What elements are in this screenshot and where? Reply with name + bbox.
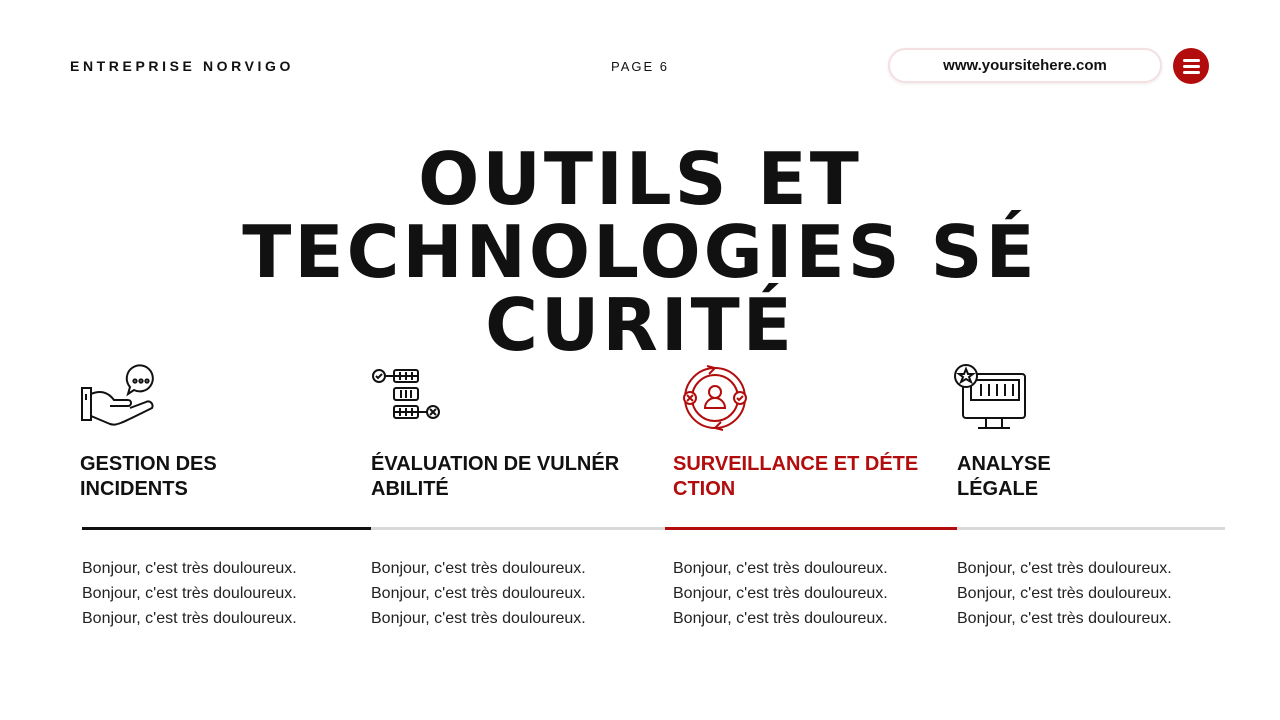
hamburger-icon[interactable] bbox=[1173, 48, 1209, 84]
column-title: GESTION DES INCIDENTS bbox=[80, 453, 217, 500]
user-cycle-icon bbox=[677, 360, 753, 436]
monitor-star-icon bbox=[952, 360, 1028, 436]
hand-chat-icon bbox=[80, 360, 156, 436]
column-body: Bonjour, c'est très douloureux. Bonjour, c'est très douloureux. Bonjour, c'est très douloureux. bbox=[673, 560, 888, 627]
column-title: ÉVALUATION DE VULNÉR ABILITÉ bbox=[371, 453, 620, 500]
column-body: Bonjour, c'est très douloureux. Bonjour, c'est très douloureux. Bonjour, c'est très douloureux. bbox=[957, 560, 1172, 627]
page-title: OUTILS ET TECHNOLOGIES SÉ CURITÉ bbox=[242, 137, 1038, 367]
column-incidents bbox=[80, 360, 297, 627]
divider-vulnerability bbox=[371, 527, 665, 530]
checklist-server-icon bbox=[369, 360, 445, 436]
column-title: ANALYSE LÉGALE bbox=[957, 453, 1051, 500]
column-vulnerability bbox=[369, 360, 620, 627]
page-number: PAGE 6 bbox=[610, 59, 669, 74]
divider-surveillance bbox=[665, 527, 957, 530]
column-forensics bbox=[952, 360, 1172, 627]
column-body: Bonjour, c'est très douloureux. Bonjour, c'est très douloureux. Bonjour, c'est très douloureux. bbox=[82, 560, 297, 627]
column-title: SURVEILLANCE ET DÉTE CTION bbox=[673, 453, 919, 500]
divider-incidents bbox=[82, 527, 371, 530]
divider-forensics bbox=[957, 527, 1225, 530]
website-link[interactable]: www.yoursitehere.com bbox=[888, 48, 1162, 83]
brand-name: ENTREPRISE NORVIGO bbox=[70, 58, 295, 74]
column-surveillance bbox=[673, 360, 919, 627]
column-body: Bonjour, c'est très douloureux. Bonjour, c'est très douloureux. Bonjour, c'est très douloureux. bbox=[371, 560, 586, 627]
